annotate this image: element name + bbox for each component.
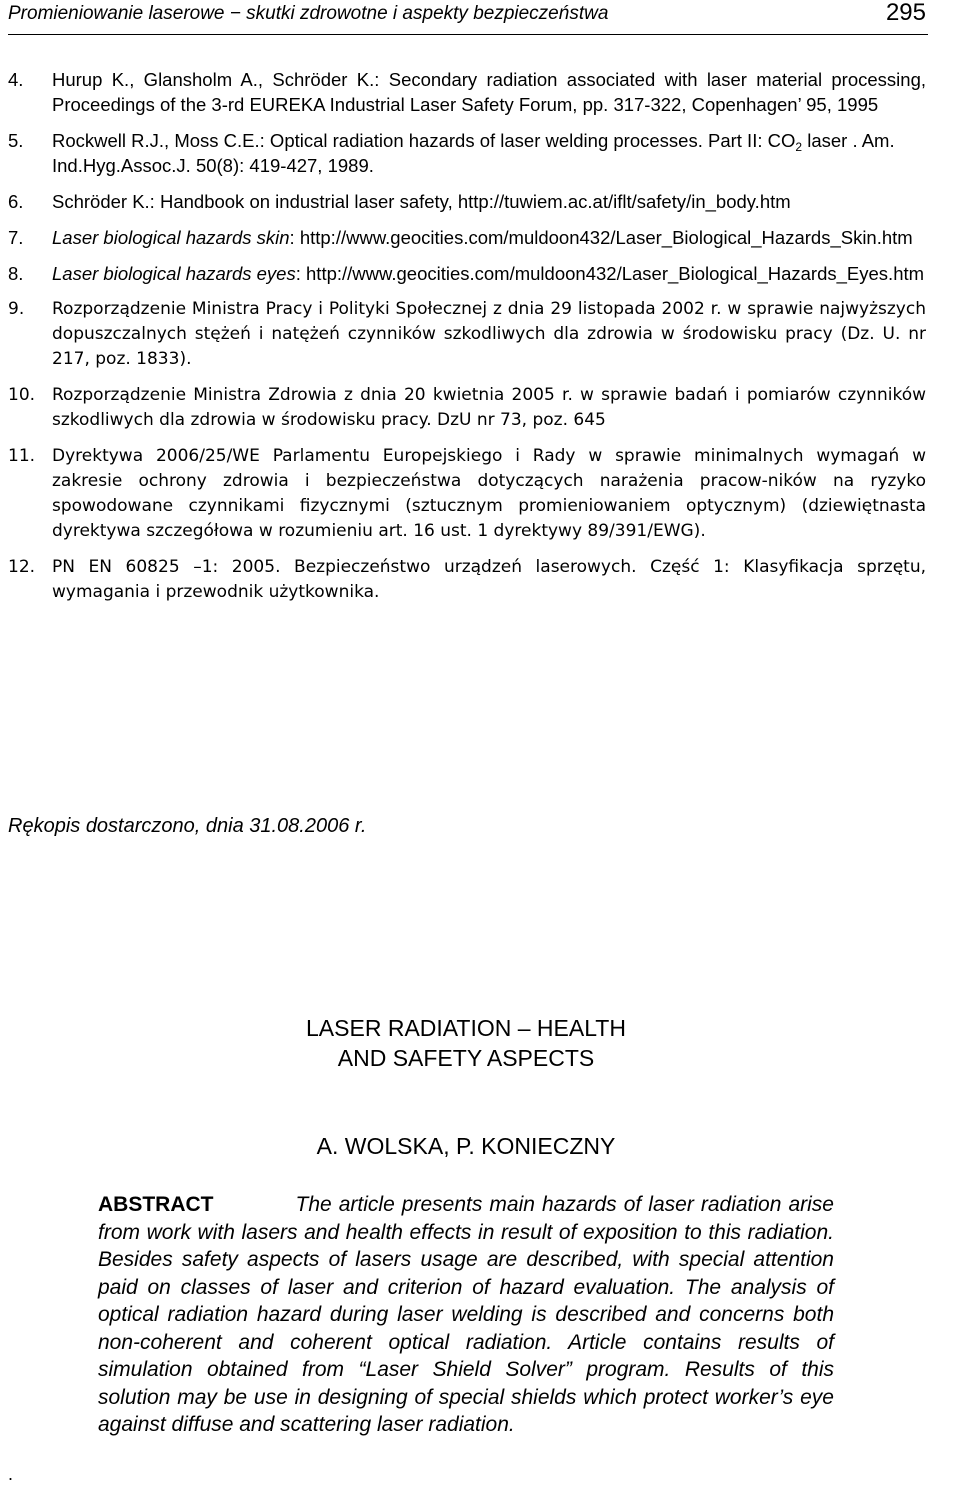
reference-url: : http://www.geocities.com/muldoon432/Laser_Biological_Hazards_Skin.htm <box>289 227 913 248</box>
english-title-line: LASER RADIATION – HEALTH <box>306 1015 626 1041</box>
reference-item <box>8 67 926 117</box>
reference-text <box>52 225 926 250</box>
reference-text-part: Rockwell R.J., Moss C.E.: Optical radiation hazards of laser welding processes. Part II: CO <box>52 130 796 151</box>
received-date: Rękopis dostarczono, dnia 31.08.2006 r. <box>8 815 367 837</box>
reference-number: 5. <box>8 130 24 151</box>
reference-number: 11. <box>8 446 36 466</box>
reference-list <box>8 67 926 616</box>
reference-item <box>8 261 926 286</box>
reference-number: 4. <box>8 69 24 90</box>
reference-text <box>52 261 926 286</box>
reference-text-part: laser . Am. Ind.Hyg.Assoc.J. 50(8): 419-427, 1989. <box>52 130 895 176</box>
reference-title: Laser biological hazards eyes <box>52 263 296 284</box>
reference-item <box>8 128 926 178</box>
reference-number: 7. <box>8 227 24 248</box>
reference-item <box>8 383 926 433</box>
reference-number: 12. <box>8 557 36 577</box>
english-title <box>0 1013 932 1073</box>
reference-item <box>8 555 926 605</box>
authors: A. WOLSKA, P. KONIECZNY <box>316 1133 616 1159</box>
reference-text: PN EN 60825 –1: 2005. Bezpieczeństwo urządzeń laserowych. Część 1: Klasyfikacja sprzętu, wymagania i przewodnik użytkownika. <box>52 557 926 602</box>
reference-item <box>8 225 926 250</box>
reference-text: Schröder K.: Handbook on industrial laser safety, http://tuwiem.ac.at/iflt/safety/in_body.htm <box>52 191 791 212</box>
reference-number: 6. <box>8 191 24 212</box>
page-number: 295 <box>885 0 926 26</box>
reference-text: Rozporządzenie Ministra Pracy i Polityki Społecznej z dnia 29 listopada 2002 r. w sprawie najwyższych dopuszczalnych stężeń i natężeń czynników szkodliwych dla zdrowia w środowisku pracy (Dz. U. nr 217, poz. 1833). <box>52 299 926 369</box>
reference-title: Laser biological hazards skin <box>52 227 290 248</box>
reference-item <box>8 444 926 544</box>
footer-mark: . <box>8 1464 14 1484</box>
page-header <box>8 0 928 35</box>
reference-number: 9. <box>8 299 25 319</box>
reference-text: Dyrektywa 2006/25/WE Parlamentu Europejskiego i Rady w sprawie minimalnych wymagań w zakresie ochrony zdrowia i bezpieczeństwa dotyczących narażenia pracow-ników na ryzyko spowodowane czynnikami fizycznymi (sztucznym promieniowaniem optycznym) (dziewiętnasta dyrektywa szczegółowa w rozumieniu art. 16 ust. 1 dyrektywy 89/391/EWG). <box>52 446 926 541</box>
abstract-label: ABSTRACT <box>98 1193 214 1216</box>
reference-text <box>52 128 926 178</box>
reference-text: Rozporządzenie Ministra Zdrowia z dnia 20 kwietnia 2005 r. w sprawie badań i pomiarów czynników szkodliwych dla zdrowia w środowisku pracy. DzU nr 73, poz. 645 <box>52 385 926 430</box>
reference-item <box>8 189 926 214</box>
subscript: 2 <box>795 140 803 154</box>
english-title-line: AND SAFETY ASPECTS <box>337 1045 595 1071</box>
reference-number: 10. <box>8 385 36 405</box>
abstract-text: The article presents main hazards of laser radiation arise from work with lasers and health effects in result of exposition to this radiation. Besides safety aspects of lasers usage are described, with special attention paid on classes of laser and criterion of hazard evaluation. The analysis of optical radiation hazard during laser welding is described and concerns both non-coherent and coherent optical radiation. Article contains results of simulation obtained from “Laser Shield Solver” program. Results of this solution may be use in designing of special shields which protect worker’s eye against diffuse and scattering laser radiation. <box>98 1193 834 1436</box>
abstract <box>98 1191 834 1439</box>
reference-text: Hurup K., Glansholm A., Schröder K.: Secondary radiation associated with laser material processing, Proceedings of the 3-rd EUREKA Industrial Laser Safety Forum, pp. 317-322, Copenhagen’ 95, 1995 <box>52 69 926 115</box>
reference-url: : http://www.geocities.com/muldoon432/Laser_Biological_Hazards_Eyes.htm <box>295 263 925 284</box>
reference-number: 8. <box>8 263 24 284</box>
reference-item <box>8 297 926 372</box>
running-title: Promieniowanie laserowe − skutki zdrowotne i aspekty bezpieczeństwa <box>8 3 609 24</box>
